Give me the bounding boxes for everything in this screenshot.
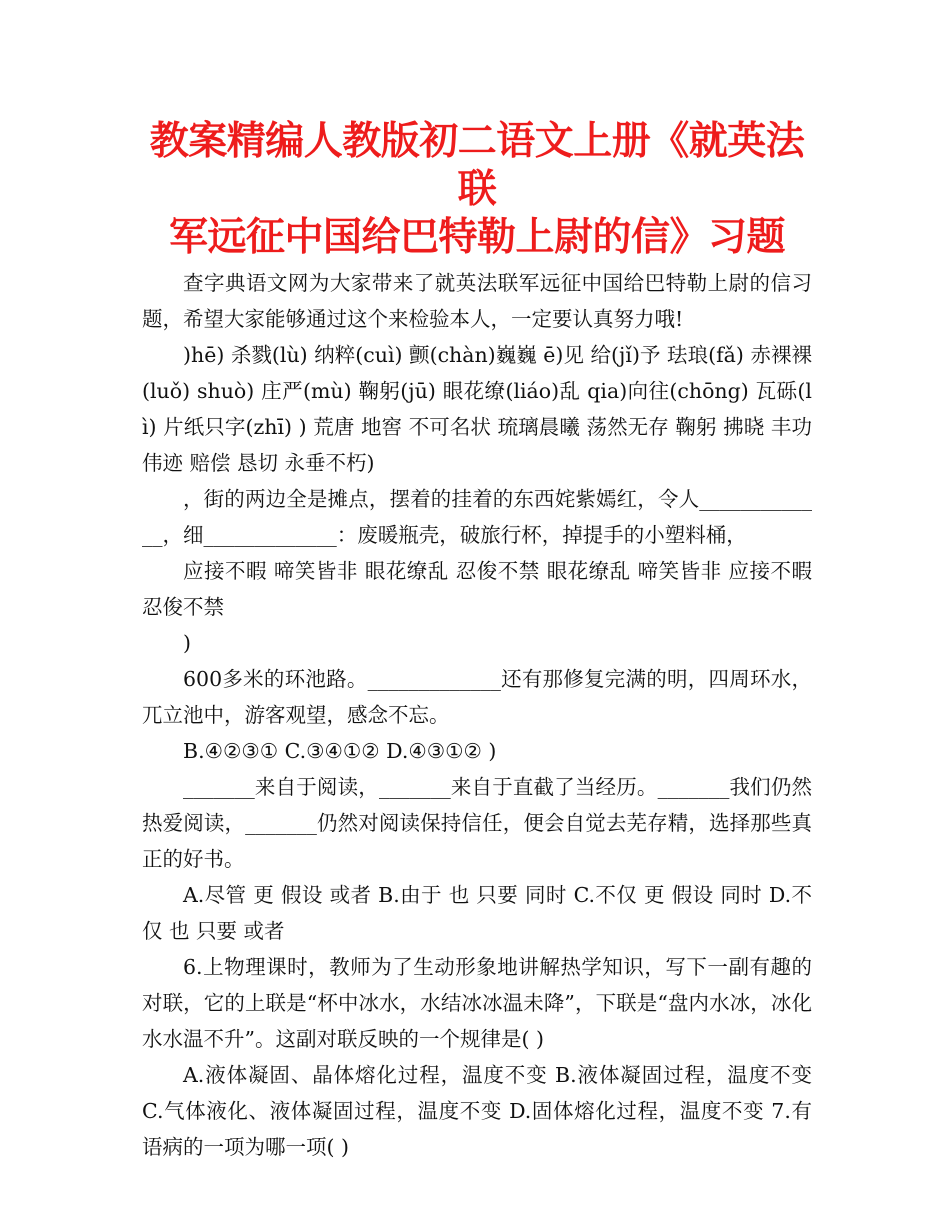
title-line-1: 教案精编人教版初二语文上册《就英法联 xyxy=(149,119,805,212)
pond-road-paragraph: 600多米的环池路。_____________还有那修复完满的明，四周环水，兀立池中，游客观望，感念不忘。 xyxy=(142,667,812,727)
document-title xyxy=(132,118,822,262)
conjunction-options-paragraph: A.尽管 更 假设 或者 B.由于 也 只要 同时 C.不仅 更 假设 同时 D.不仅 也 只要 或者 xyxy=(142,883,812,943)
document-body xyxy=(142,265,812,1165)
fill-blank-paragraph: ，街的两边全是摊点，摆着的挂着的东西姹紫嫣红，令人_____________，细_____________：废暖瓶壳，破旅行杯，掉提手的小塑料桶， xyxy=(142,487,812,547)
document-page xyxy=(142,118,812,1165)
question-6-paragraph: 6.上物理课时，教师为了生动形象地讲解热学知识，写下一副有趣的对联，它的上联是“杯中冰水，水结冰冰温未降”，下联是“盘内水冰，冰化水水温不升”。这副对联反映的一个规律是( ) xyxy=(142,955,812,1051)
reading-paragraph: _______来自于阅读，_______来自于直截了当经历。_______我们仍然热爱阅读，_______仍然对阅读保持信任，便会自觉去芜存精，选择那些真正的好书。 xyxy=(142,775,812,871)
title-line-2: 军远征中国给巴特勒上尉的信》习题 xyxy=(168,215,785,260)
paren-paragraph: ) xyxy=(183,631,191,655)
pinyin-paragraph: )hē) 杀戮(lù) 纳粹(cuì) 颤(chàn)巍巍 ē)见 给(jǐ)予 珐琅(fǎ) 赤裸裸(luǒ) shuò) 庄严(mù) 鞠躬(jū) 眼花缭(liáo)乱 qia)向往(chōng) 瓦砾(lì) 片纸只字(zhī) ) 荒唐 地窖 不可名状 琉璃晨曦 荡然无存 鞠躬 拂晓 丰功伟迹 赔偿 恳切 永垂不朽) xyxy=(142,343,812,475)
idiom-options-paragraph: 应接不暇 啼笑皆非 眼花缭乱 忍俊不禁 眼花缭乱 啼笑皆非 应接不暇 忍俊不禁 xyxy=(142,559,812,619)
order-options-paragraph: B.④②③① C.③④①② D.④③①② ) xyxy=(183,739,497,763)
question-6-options-paragraph: A.液体凝固、晶体熔化过程，温度不变 B.液体凝固过程，温度不变 C.气体液化、液体凝固过程，温度不变 D.固体熔化过程，温度不变 7.有语病的一项为哪一项( ) xyxy=(142,1063,812,1159)
intro-paragraph: 查字典语文网为大家带来了就英法联军远征中国给巴特勒上尉的信习题，希望大家能够通过这个来检验本人，一定要认真努力哦! xyxy=(142,271,812,331)
